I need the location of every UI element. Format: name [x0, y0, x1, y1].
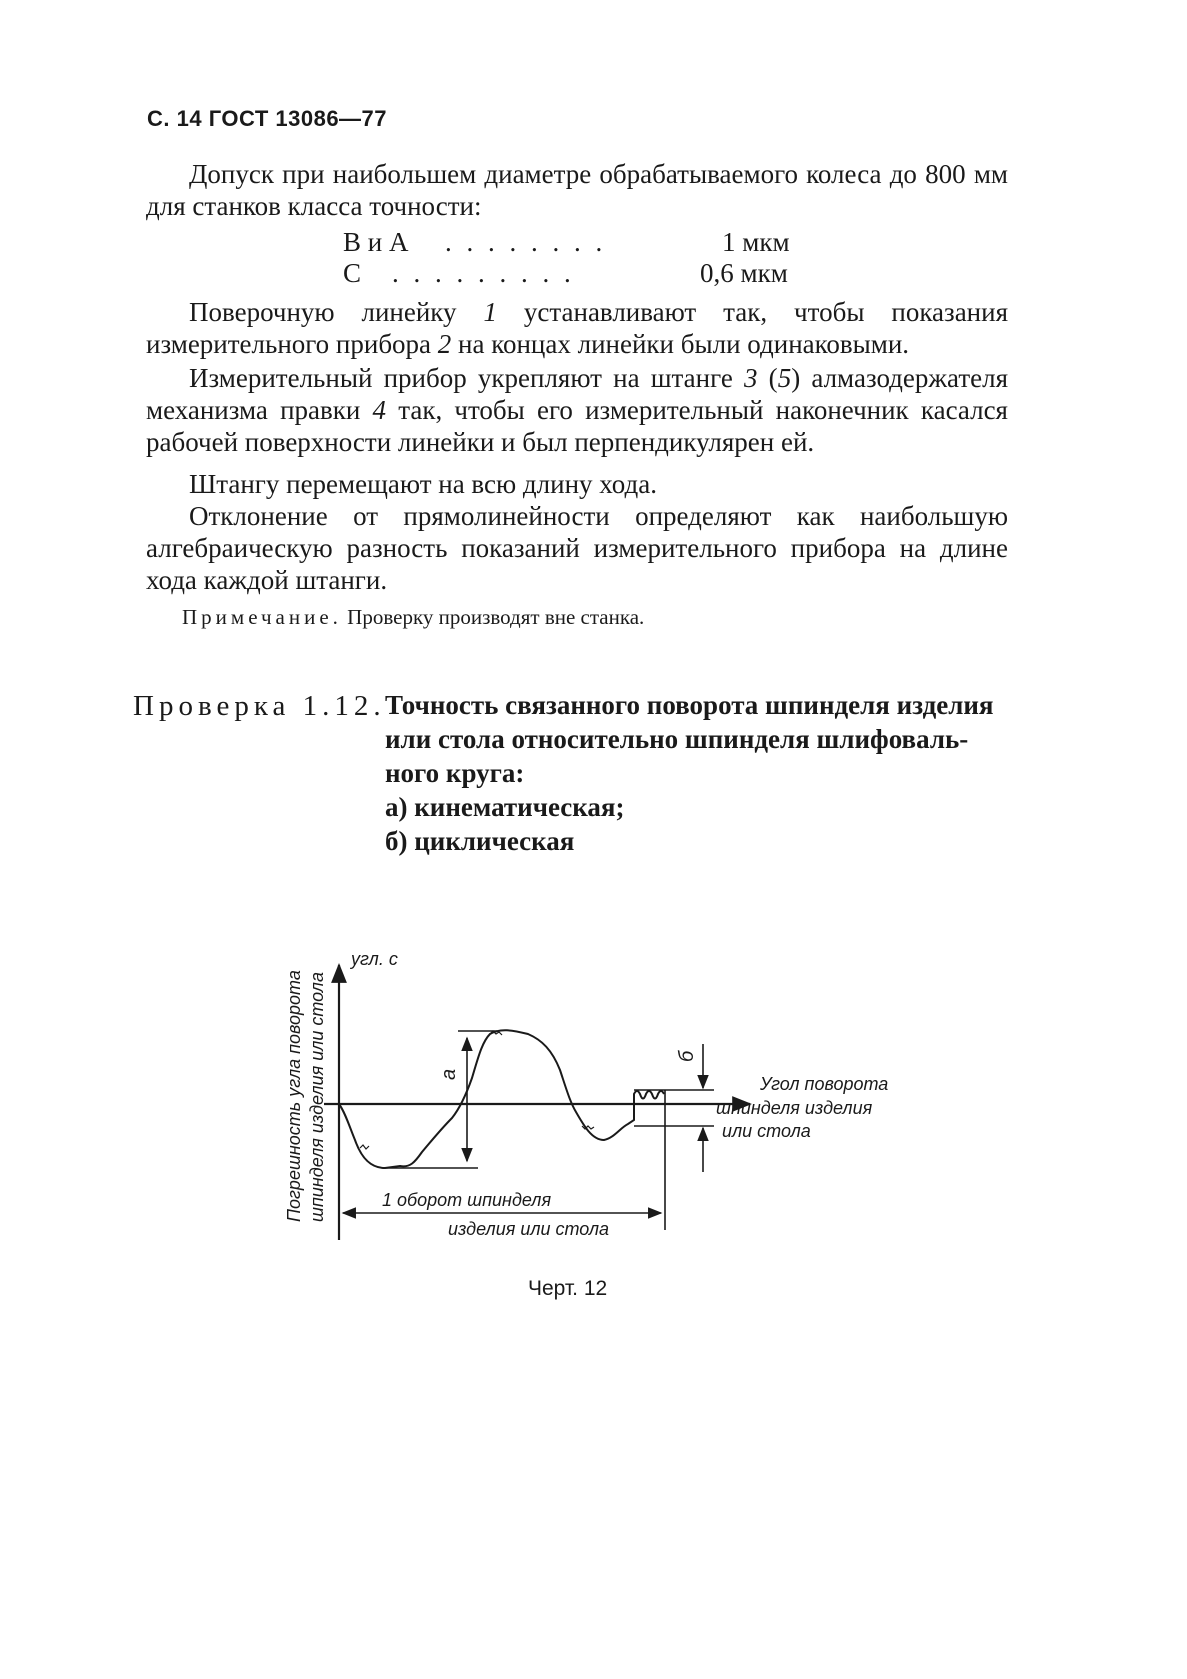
- x-axis-label: шпинделя изделия: [716, 1098, 873, 1118]
- deviation-paragraph: Отклонение от прямолинейности определяют как наибольшую алгебраическую разность показаний измерительного прибора на длине хода каждой штанги.: [146, 501, 1008, 595]
- reference-number: 4: [372, 395, 387, 425]
- check-title-line: Точность связанного поворота шпинделя изделия: [385, 690, 994, 720]
- tolerance-value: 0,6 мкм: [700, 258, 788, 288]
- error-curve: [339, 1030, 664, 1168]
- dim-b-label: б: [676, 1050, 698, 1062]
- tolerance-value: 1 мкм: [722, 227, 790, 257]
- curve-jitter: [360, 1031, 594, 1149]
- check-label: Проверка 1.12.: [133, 690, 386, 722]
- y-axis-label: Погрешность угла поворота: [284, 970, 304, 1222]
- text-run: на концах линейки были одинаковыми.: [451, 329, 910, 359]
- leader-dots: . . . . . . . . .: [392, 258, 575, 288]
- y-unit-label: угл. с: [351, 949, 398, 969]
- reference-number: 5: [777, 363, 792, 393]
- reference-number: 2: [437, 329, 452, 359]
- x-axis-label: Угол поворота: [760, 1074, 889, 1094]
- y-axis-label: шпинделя изделия или стола: [307, 972, 327, 1222]
- text-run: ) алмазодержателя механизма правки: [146, 363, 1009, 425]
- revolution-label: изделия или стола: [448, 1219, 610, 1239]
- reference-number: 3: [744, 363, 758, 393]
- traverse-paragraph: Штангу перемещают на всю длину хода.: [189, 469, 657, 499]
- tolerance-intro-paragraph: Допуск при наибольшем диаметре обрабатываемого колеса до 800 мм для станков класса точности:: [146, 159, 1008, 221]
- revolution-label: 1 оборот шпинделя: [382, 1190, 552, 1210]
- check-title-line: а) кинематическая;: [385, 792, 625, 822]
- text-run: (: [757, 363, 778, 393]
- x-axis-label: или стола: [722, 1121, 811, 1141]
- note-text: Проверку производят вне станка.: [341, 605, 645, 629]
- class-label: С: [343, 258, 362, 288]
- figure-caption: Черт. 12: [528, 1277, 608, 1300]
- reference-number: 1: [483, 297, 497, 327]
- check-title-line: ного круга:: [385, 758, 525, 788]
- check-title-line: или стола относительно шпинделя шлифоваль-: [385, 724, 969, 754]
- leader-dots: . . . . . . . .: [445, 227, 607, 257]
- note-label: Примечание.: [182, 605, 342, 629]
- check-title-line: б) циклическая: [385, 826, 575, 856]
- text-run: устанавливают так, чтобы показания измерительного прибора: [146, 297, 1008, 359]
- text-run: Измерительный прибор укрепляют на штанге: [189, 363, 744, 393]
- class-label: В и А: [343, 227, 409, 257]
- text-run: так, чтобы его измерительный наконечник касался рабочей поверхности линейки и был перпендикулярен ей.: [146, 395, 1008, 457]
- dim-a-label: а: [438, 1068, 460, 1080]
- page-header: С. 14 ГОСТ 13086—77: [147, 106, 388, 131]
- text-run: Поверочную линейку: [189, 297, 484, 327]
